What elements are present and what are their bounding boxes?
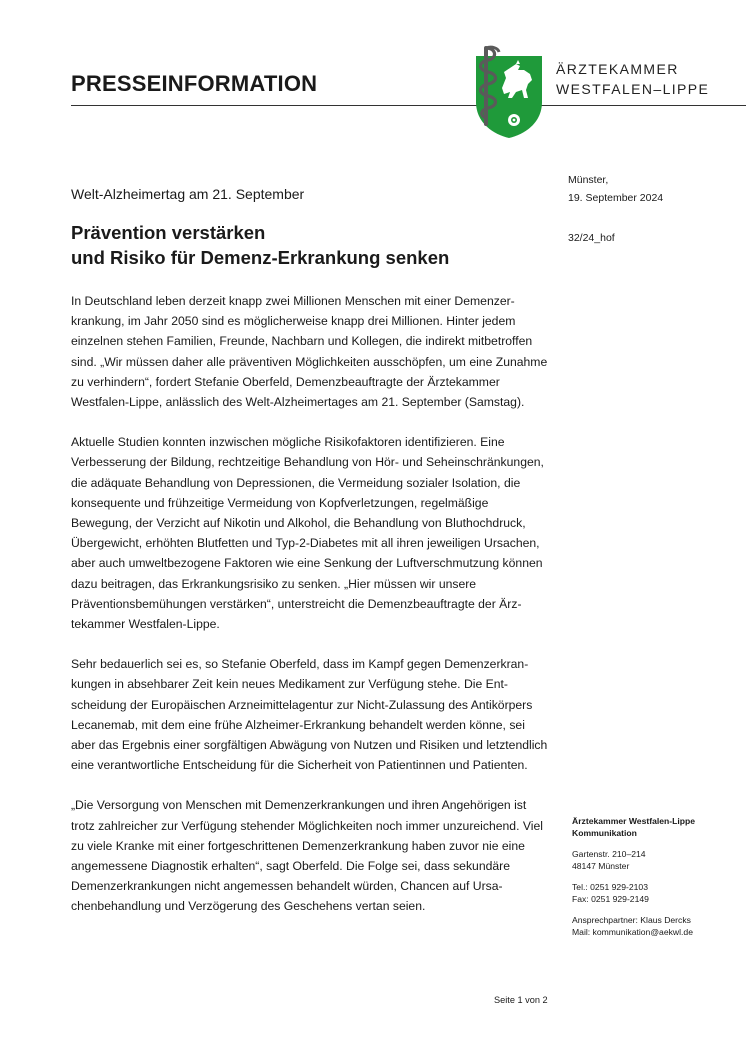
reference-number: 32/24_hof	[568, 232, 615, 244]
paragraph: Aktuelle Studien konnten inzwischen mögliche Risikofaktoren identifizieren. Eine Verbesserung der Bildung, rechtzeitige Behandlung von Hör- und Seheinschränkungen, die adäquate Behandlung von Depressionen, die Vermeidung sozialer Isolation, die konsequente und frühzeitige Vermeidung von Kopfverletzungen, regelmäßige Bewegung, der Verzicht auf Nikotin und Alkohol, die Behandlung von Bluthochdruck, Übergewicht, erhöhten Blutfetten und Typ-2-Diabetes mit all ihren jeweiligen Ursachen, aber auch umweltbezogene Faktoren wie eine Senkung der Luftverschmutzung können dazu beitragen, das Erkrankungsrisiko zu senken. „Hier müssen wir unsere Präventionsbemühungen verstärken“, unterstreicht die Demenzbeauftragte der Ärztekammer Westfalen-Lippe.	[71, 435, 544, 632]
date: 19. September 2024	[568, 192, 664, 204]
contact-block	[572, 815, 742, 938]
contact-street: Gartenstr. 210–214	[572, 849, 646, 859]
headline-line2: und Risiko für Demenz-Erkrankung senken	[71, 247, 450, 268]
contact-tel: Tel.: 0251 929-2103	[572, 882, 648, 892]
place: Münster,	[568, 174, 609, 186]
page-number: Seite 1 von 2	[494, 995, 548, 1005]
contact-dept: Kommunikation	[572, 828, 637, 838]
paragraph: In Deutschland leben derzeit knapp zwei Millionen Menschen mit einer Demenzerkrankung, im Jahr 2050 sind es möglicherweise knapp drei Millionen. Hinter jedem einzelnen stehen Familien, Freunde, Nachbarn und Kollegen, die indirekt mitbetroffen sind. „Wir müssen daher alle präventiven Möglichkeiten ausschöpfen, um eine Zunahme zu verhindern“, fordert Stefanie Oberfeld, Demenzbeauftragte der Ärztekammer Westfalen-Lippe, anlässlich des Welt-Alzheimertages am 21. September (Samstag).	[71, 294, 548, 410]
headline	[71, 220, 449, 270]
contact-city: 48147 Münster	[572, 861, 630, 871]
headline-line1: Prävention verstärken	[71, 222, 266, 243]
press-release-title: PRESSEINFORMATION	[71, 71, 318, 96]
organization-name-line1: ÄRZTEKAMMER	[556, 61, 679, 77]
contact-person: Ansprechpartner: Klaus Dercks	[572, 915, 691, 925]
organization-name	[556, 59, 709, 99]
paragraph: Sehr bedauerlich sei es, so Stefanie Oberfeld, dass im Kampf gegen Demenzerkrankungen in absehbarer Zeit kein neues Medikament zur Verfügung stehe. Die Entscheidung der Europäischen Arzneimittelagentur zur Nicht-Zulassung des Antikörpers Lecanemab, mit dem eine frühe Alzheimer-Erkrankung behandelt werden könne, sei aber das Ergebnis einer sorgfältigen Abwägung von Nutzen und Risiken und letztendlich eine verantwortliche Entscheidung für die Sicherheit von Patientinnen und Patienten.	[71, 657, 548, 773]
article-body	[71, 291, 551, 937]
contact-mail[interactable]: Mail: kommunikation@aekwl.de	[572, 927, 693, 937]
aekwl-coat-of-arms-icon	[472, 44, 544, 139]
paragraph: „Die Versorgung von Menschen mit Demenzerkrankungen und ihren Angehörigen ist trotz zahlreicher zur Verfügung stehender Möglichkeiten noch immer unzureichend. Viel zu viele Kranke mit einer fortgeschrittenen Demenzerkrankung haben zuvor nie eine angemessene Diagnostik erhalten“, sagt Oberfeld. Die Folge sei, dass sekundäre Demenzerkrankungen nicht angemessen behandelt würden, Chancen auf Ursachenbehandlung und Verzögerung des Geschehens vertan seien.	[71, 798, 543, 914]
organization-name-line2: WESTFALEN–LIPPE	[556, 81, 710, 97]
kicker: Welt-Alzheimertag am 21. September	[71, 186, 305, 202]
contact-org: Ärztekammer Westfalen-Lippe	[572, 816, 696, 826]
contact-fax: Fax: 0251 929-2149	[572, 894, 649, 904]
header-divider	[71, 105, 746, 106]
